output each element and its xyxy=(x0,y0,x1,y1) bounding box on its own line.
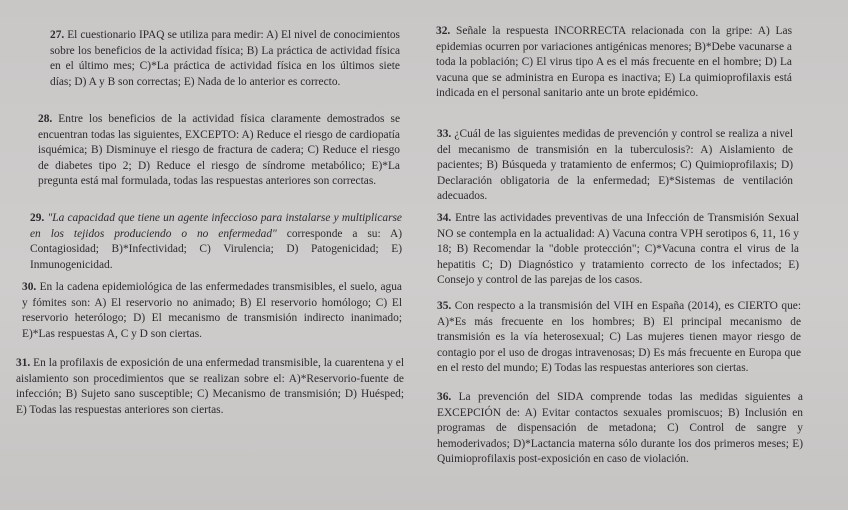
question-number: 33. xyxy=(437,128,452,140)
question-text: El cuestionario IPAQ se utiliza para medir: A) El nivel de conocimientos sobre los beneficios de la actividad física; B) La práctica de actividad física en el último mes; C)*La práctica de actividad física en los últimos siete días; D) A y B son correctas; E) Nada de lo anterior es correcto. xyxy=(50,29,400,88)
question-quote: "La capacidad que tiene un agente infeccioso para instalarse y multiplicarse en los tejidos produciendo o no enfermedad" xyxy=(30,212,402,240)
question-number: 32. xyxy=(436,25,451,37)
question-text: corresponde a su: A) Contagiosidad; B)*Infectividad; C) Virulencia; D) Patogenicidad; E) Inmunogenicidad. xyxy=(30,227,402,271)
question-28 xyxy=(38,112,400,190)
question-30 xyxy=(22,280,402,342)
question-36 xyxy=(437,390,803,468)
question-number: 31. xyxy=(16,357,31,369)
question-number: 27. xyxy=(50,29,65,41)
question-31 xyxy=(16,356,404,418)
question-34 xyxy=(437,211,799,289)
question-number: 29. xyxy=(30,212,45,224)
question-number: 35. xyxy=(437,300,452,312)
question-35 xyxy=(437,299,801,377)
question-29 xyxy=(30,211,402,273)
question-text: ¿Cuál de las siguientes medidas de prevención y control se realiza a nivel del mecanismo de transmisión en la tuberculosis?: A) Aislamiento de pacientes; B) Búsqueda y tratamiento de enfermos; C) Quimioprofilaxis; D) Declaración obligatoria de la enfermedad; E)*Sistemas de ventilación adecuados. xyxy=(437,128,793,203)
question-text: Entre los beneficios de la actividad física claramente demostrados se encuentran todas las siguientes, EXCEPTO: A) Reduce el riesgo de cardiopatía isquémica; B) Disminuye el riesgo de fractura de cadera; C) Reduce el riesgo de diabetes tipo 2; D) Reduce el riesgo de síndrome metabólico; E)*La pregunta está mal formulada, todas las respuestas anteriores son correctas. xyxy=(38,113,400,188)
question-number: 28. xyxy=(38,113,53,125)
question-text: Entre las actividades preventivas de una Infección de Transmisión Sexual NO se contempla en la actualidad: A) Vacuna contra VPH serotipos 6, 11, 16 y 18; B) Recomendar la "doble protección"; C)*Vacuna contra el virus de la hepatitis C; D) Diagnóstico y tratamiento correcto de los infectados; E) Consejo y control de las parejas de los casos. xyxy=(437,212,799,287)
question-text: En la cadena epidemiológica de las enfermedades transmisibles, el suelo, agua y fómites son: A) El reservorio no animado; B) El reservorio homólogo; C) El reservorio heterólogo; D) El mecanismo de transmisión indirecto inanimado; E)*Las respuestas A, C y D son ciertas. xyxy=(22,281,402,340)
question-number: 34. xyxy=(437,212,452,224)
question-number: 30. xyxy=(22,281,37,293)
question-number: 36. xyxy=(437,391,452,403)
question-text: Con respecto a la transmisión del VIH en España (2014), es CIERTO que: A)*Es más frecuente en los hombres; B) El principal mecanismo de transmisión es la vía heterosexual; C) Las mujeres tienen mayor riesgo de contagio por el uso de drogas intravenosas; D) Es más frecuente en Europa que en el resto del mundo; E) Todas las respuestas anteriores son ciertas. xyxy=(437,300,801,375)
question-text: La prevención del SIDA comprende todas las medidas siguientes a EXCEPCIÓN de: A) Evitar contactos sexuales promiscuos; B) Inclusión en programas de dispensación de metadona; C) Control de sangre y hemoderivados; D)*Lactancia materna sólo durante los dos primeros meses; E) Quimioprofilaxis post-exposición en caso de violación. xyxy=(437,391,803,466)
question-32 xyxy=(436,24,792,102)
question-27 xyxy=(50,28,400,90)
question-33 xyxy=(437,127,793,205)
question-text: En la profilaxis de exposición de una enfermedad transmisible, la cuarentena y el aislamiento son procedimientos que se realizan sobre el: A)*Reservorio-fuente de infección; B) Sujeto sano susceptible; C) Mecanismo de transmisión; D) Huésped; E) Todas las respuestas anteriores son ciertas. xyxy=(16,357,404,416)
question-text: Señale la respuesta INCORRECTA relacionada con la gripe: A) Las epidemias ocurren por variaciones antigénicas menores; B)*Debe vacunarse a toda la población; C) El virus tipo A es el más frecuente en el hombre; D) La vacuna que se administra en Europa es inactiva; E) La quimioprofilaxis está indicada en el personal sanitario ante un brote epidémico. xyxy=(436,25,792,100)
